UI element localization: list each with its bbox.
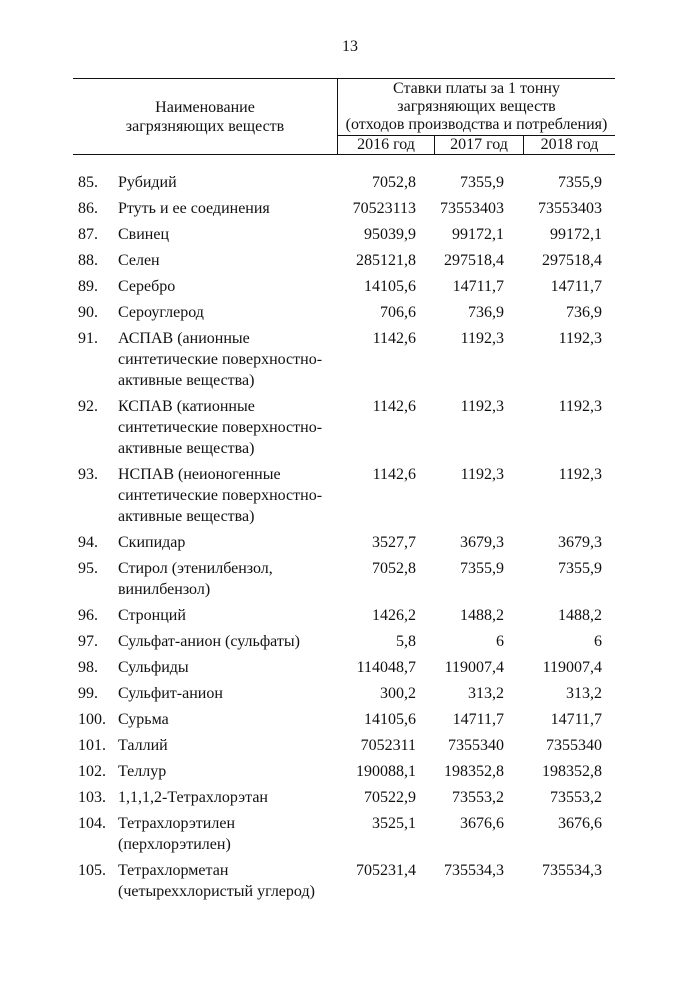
rate-2017-cell: 119007,4 [444,659,504,676]
substance-name [118,761,348,782]
rate-2018-cell: 3676,6 [558,815,602,832]
substance-name [118,224,348,245]
row-number: 87. [78,226,98,243]
substance-name-line: Рубидий [118,174,177,191]
rate-2016-cell: 3527,7 [372,534,416,551]
rate-2016-cell: 5,8 [396,633,416,650]
rate-2017-cell: 7355,9 [460,560,504,577]
substance-name-line: Сурьма [118,711,169,728]
substance-name-line: Сульфат-анион (сульфаты) [118,633,300,650]
rates-column-header [338,79,615,136]
substance-name [118,657,348,678]
rate-2018-cell: 7355340 [546,737,602,754]
substance-name [118,172,348,193]
rate-2018-cell: 14711,7 [550,711,602,728]
row-number: 101. [78,737,106,754]
header-line: (отходов производства и потребления) [345,116,608,133]
substance-name-column-header [73,79,338,154]
rate-2017-cell: 1192,3 [460,466,504,483]
substance-name-line: Ртуть и ее соединения [118,200,270,217]
rate-2018-cell: 99172,1 [550,226,602,243]
rate-2016-cell: 70522,9 [364,789,416,806]
rate-2017-cell: 73553403 [440,200,504,217]
rate-2017-cell: 1192,3 [460,330,504,347]
substance-name-line: синтетические поверхностно- [118,487,323,504]
rate-2018-cell: 1192,3 [558,398,602,415]
rate-2016-cell: 1142,6 [372,466,416,483]
rate-2016-cell: 3525,1 [372,815,416,832]
substance-name-line: Селен [118,252,160,269]
substance-name-line: НСПАВ (неионогенные [118,466,281,483]
rate-2016-cell: 7052311 [360,737,416,754]
row-number: 96. [78,607,98,624]
row-number: 97. [78,633,98,650]
substance-name-line: (четыреххлористый углерод) [118,883,315,900]
substance-name-line: активные вещества) [118,508,255,525]
rate-2016-cell: 285121,8 [356,252,416,269]
year-2018-header: 2018 год [540,136,599,153]
substance-name-line: КСПАВ (катионные [118,398,255,415]
rate-2018-cell: 73553,2 [550,789,602,806]
substance-name [118,328,348,391]
substance-name-line: Серебро [118,278,176,295]
rate-2018-cell: 7355,9 [558,560,602,577]
rate-2017-cell: 7355,9 [460,174,504,191]
substance-name-line: активные вещества) [118,440,255,457]
rate-2018-cell: 7355,9 [558,174,602,191]
substance-name-line: Скипидар [118,534,186,551]
substance-name [118,605,348,626]
rate-2017-cell: 198352,8 [444,763,504,780]
rate-2018-cell: 6 [594,633,602,650]
rate-2016-cell: 14105,6 [364,711,416,728]
substance-name-line: Свинец [118,226,170,243]
rate-2016-cell: 7052,8 [372,174,416,191]
substance-name-line: активные вещества) [118,372,255,389]
rate-2017-cell: 99172,1 [452,226,504,243]
year-2017-header: 2017 год [435,136,524,154]
rate-2017-cell: 14711,7 [452,278,504,295]
substance-name-line: Тетрахлорметан [118,862,229,879]
row-number: 88. [78,252,98,269]
substance-name-line: Стронций [118,607,186,624]
rate-2018-cell: 1488,2 [558,607,602,624]
rate-2018-cell: 14711,7 [550,278,602,295]
header-line: загрязняющих веществ [125,117,285,135]
rate-2016-cell: 1426,2 [372,607,416,624]
substance-name-line: синтетические поверхностно- [118,419,323,436]
rate-2017-cell: 1488,2 [460,607,504,624]
substance-name [118,558,348,600]
rate-2016-cell: 1142,6 [372,398,416,415]
row-number: 86. [78,200,98,217]
substance-name [118,860,348,902]
substance-name-line: Стирол (этенилбензол, [118,560,273,577]
rate-2016-cell: 190088,1 [356,763,416,780]
rate-2016-cell: 114048,7 [356,659,416,676]
year-2016-header: 2016 год [338,136,435,154]
rate-2016-cell: 7052,8 [372,560,416,577]
rate-2018-cell: 1192,3 [558,466,602,483]
row-number: 91. [78,330,98,347]
row-number: 104. [78,815,106,832]
substance-name [118,250,348,271]
substance-name [118,683,348,704]
rate-2016-cell: 705231,4 [356,862,416,879]
rate-2018-cell: 735534,3 [542,862,602,879]
header-line: Ставки платы за 1 тонну [393,80,560,97]
rate-2016-cell: 14105,6 [364,278,416,295]
row-number: 95. [78,560,98,577]
substance-name-line: Сульфиды [118,659,189,676]
rate-2017-cell: 7355340 [448,737,504,754]
substance-name [118,532,348,553]
page-number: 13 [342,38,358,55]
row-number: 92. [78,398,98,415]
substance-name-line: АСПАВ (анионные [118,330,250,347]
rate-2016-cell: 1142,6 [372,330,416,347]
substance-name [118,787,348,808]
rate-2017-cell: 736,9 [468,304,504,321]
rate-2017-cell: 14711,7 [452,711,504,728]
rate-2016-cell: 95039,9 [364,226,416,243]
row-number: 93. [78,466,98,483]
rate-2017-cell: 313,2 [468,685,504,702]
rate-2017-cell: 297518,4 [444,252,504,269]
substance-name [118,464,348,527]
rate-2018-cell: 3679,3 [558,534,602,551]
rate-2017-cell: 73553,2 [452,789,504,806]
rate-2017-cell: 735534,3 [444,862,504,879]
substance-name [118,813,348,855]
rate-2017-cell: 1192,3 [460,398,504,415]
rate-2018-cell: 73553403 [538,200,602,217]
rate-2017-cell: 3679,3 [460,534,504,551]
substance-name [118,735,348,756]
substance-name-line: синтетические поверхностно- [118,351,323,368]
rate-2018-cell: 119007,4 [542,659,602,676]
row-number: 98. [78,659,98,676]
rate-2018-cell: 198352,8 [542,763,602,780]
rate-2018-cell: 297518,4 [542,252,602,269]
substance-name [118,396,348,459]
row-number: 102. [78,763,106,780]
substance-name [118,198,348,219]
row-number: 105. [78,862,106,879]
header-line: Наименование [155,98,255,116]
row-number: 89. [78,278,98,295]
rate-2016-cell: 70523113 [352,200,416,217]
substance-name [118,276,348,297]
rate-2018-cell: 1192,3 [558,330,602,347]
row-number: 94. [78,534,98,551]
table-header [73,78,615,155]
substance-name [118,709,348,730]
rate-2017-cell: 3676,6 [460,815,504,832]
substance-name [118,302,348,323]
substance-name-line: Таллий [118,737,168,754]
substance-name-line: винилбензол) [118,581,211,598]
substance-name-line: (перхлорэтилен) [118,836,231,853]
substance-name [118,631,348,652]
substance-name-line: Сероуглерод [118,304,204,321]
row-number: 100. [78,711,106,728]
substance-name-line: 1,1,1,2-Тетрахлорэтан [118,789,268,806]
row-number: 99. [78,685,98,702]
rate-2018-cell: 313,2 [566,685,602,702]
substance-name-line: Теллур [118,763,167,780]
rate-2016-cell: 706,6 [380,304,416,321]
row-number: 90. [78,304,98,321]
rate-2017-cell: 6 [496,633,504,650]
row-number: 103. [78,789,106,806]
substance-name-line: Тетрахлорэтилен [118,815,236,832]
rate-2016-cell: 300,2 [380,685,416,702]
rate-2018-cell: 736,9 [566,304,602,321]
substance-name-line: Сульфит-анион [118,685,223,702]
row-number: 85. [78,174,98,191]
header-line: загрязняющих веществ [397,98,556,115]
